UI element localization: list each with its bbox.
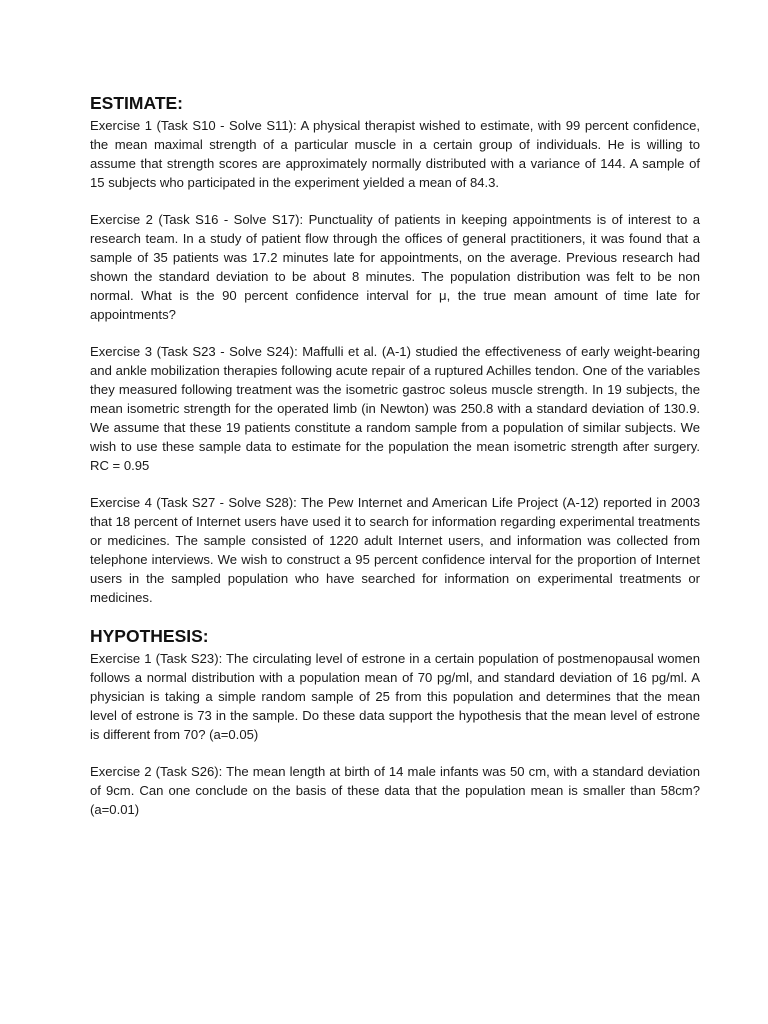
estimate-section (90, 92, 700, 607)
estimate-exercise-4: Exercise 4 (Task S27 - Solve S28): The Pew Internet and American Life Project (A-12) reported in 2003 that 18 percent of Internet users have used it to search for information regarding experimental treatments or medicines. The sample consisted of 1220 adult Internet users, and information was collected from telephone interviews. We wish to construct a 95 percent confidence interval for the proportion of Internet users in the sampled population who have searched for information on experimental treatments or medicines. (90, 495, 700, 605)
hypothesis-exercise-1: Exercise 1 (Task S23): The circulating level of estrone in a certain population of postmenopausal women follows a normal distribution with a population mean of 70 pg/ml, and standard deviation of 16 pg/ml. A physician is taking a simple random sample of 25 from this population and determines that the mean level of estrone is 73 in the sample. Do these data support the hypothesis that the mean level of estrone is different from 70? (a=0.05) (90, 651, 700, 742)
hypothesis-exercise-2: Exercise 2 (Task S26): The mean length at birth of 14 male infants was 50 cm, with a standard deviation of 9cm. Can one conclude on the basis of these data that the population mean is smaller than 58cm? (a=0.01) (90, 764, 700, 817)
estimate-heading: ESTIMATE: (90, 93, 184, 113)
document-page (90, 92, 700, 837)
hypothesis-heading: HYPOTHESIS: (90, 626, 209, 646)
estimate-exercise-2: Exercise 2 (Task S16 - Solve S17): Punctuality of patients in keeping appointments is of interest to a research team. In a study of patient flow through the offices of general practitioners, it was found that a sample of 35 patients was 17.2 minutes late for appointments, on the average. Previous research had shown the standard deviation to be about 8 minutes. The population distribution was felt to be non normal. What is the 90 percent confidence interval for μ, the true mean amount of time late for appointments? (90, 212, 700, 322)
hypothesis-section (90, 625, 700, 819)
estimate-exercise-1: Exercise 1 (Task S10 - Solve S11): A physical therapist wished to estimate, with 99 percent confidence, the mean maximal strength of a particular muscle in a certain group of individuals. He is willing to assume that strength scores are approximately normally distributed with a variance of 144. A sample of 15 subjects who participated in the experiment yielded a mean of 84.3. (90, 118, 700, 190)
estimate-exercise-3: Exercise 3 (Task S23 - Solve S24): Maffulli et al. (A-1) studied the effectiveness of early weight-bearing and ankle mobilization therapies following acute repair of a ruptured Achilles tendon. One of the variables they measured following treatment was the isometric gastroc soleus muscle strength. In 19 subjects, the mean isometric strength for the operated limb (in Newton) was 250.8 with a standard deviation of 130.9. We assume that these 19 patients constitute a random sample from a population of similar subjects. We wish to use these sample data to estimate for the population the mean isometric strength after surgery. RC = 0.95 (90, 344, 700, 473)
